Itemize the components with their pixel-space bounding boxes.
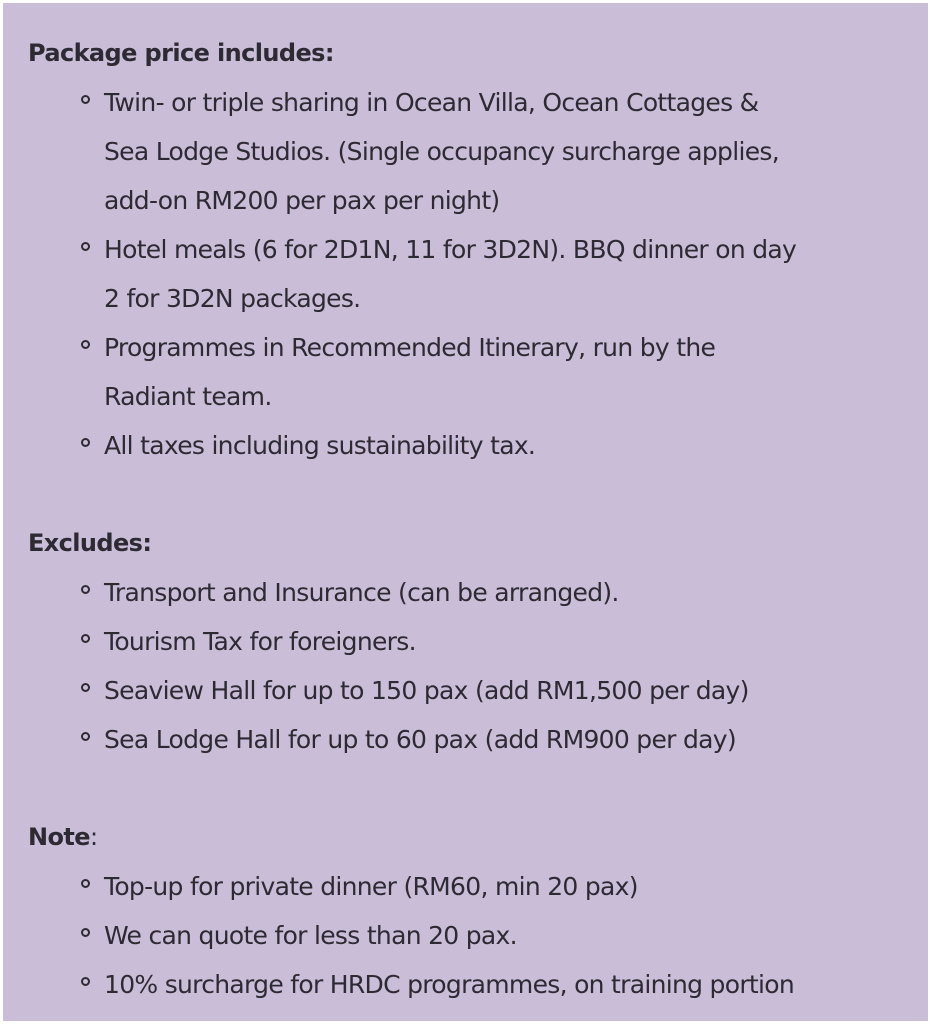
circle-bullet-icon <box>81 732 90 741</box>
note-heading <box>28 813 904 862</box>
list-item <box>81 421 904 470</box>
note-heading-label: Note <box>28 823 90 851</box>
circle-bullet-icon <box>81 977 90 986</box>
list-item-text-line: Twin- or triple sharing in Ocean Villa, Ocean Cottages & <box>104 88 759 117</box>
list-item <box>81 78 904 225</box>
list-item-text-line: Hotel meals (6 for 2D1N, 11 for 3D2N). BBQ dinner on day <box>104 235 797 264</box>
includes-section <box>28 29 904 470</box>
list-item-text: 10% surcharge for HRDC programmes, on training portion <box>104 970 794 999</box>
includes-heading: Package price includes: <box>28 39 334 67</box>
list-item <box>81 862 904 911</box>
note-list <box>28 862 904 1009</box>
list-item-text: Seaview Hall for up to 150 pax (add RM1,500 per day) <box>104 676 749 705</box>
list-item <box>81 617 904 666</box>
list-item-text: Top-up for private dinner (RM60, min 20 pax) <box>104 872 638 901</box>
list-item-text-line: All taxes including sustainability tax. <box>104 431 536 460</box>
list-item-text-line: 2 for 3D2N packages. <box>104 284 361 313</box>
note-heading-colon: : <box>89 823 98 851</box>
excludes-section <box>28 519 904 764</box>
list-item-text-line: add-on RM200 per pax per night) <box>104 186 500 215</box>
circle-bullet-icon <box>81 95 90 104</box>
circle-bullet-icon <box>81 340 90 349</box>
list-item <box>81 666 904 715</box>
circle-bullet-icon <box>81 242 90 251</box>
circle-bullet-icon <box>81 879 90 888</box>
circle-bullet-icon <box>81 683 90 692</box>
list-item <box>81 960 904 1009</box>
list-item <box>81 911 904 960</box>
circle-bullet-icon <box>81 585 90 594</box>
includes-list <box>28 78 904 470</box>
circle-bullet-icon <box>81 438 90 447</box>
list-item-text-line: Programmes in Recommended Itinerary, run by the <box>104 333 716 362</box>
list-item <box>81 568 904 617</box>
package-info-panel <box>3 3 928 1021</box>
list-item-text-line: Radiant team. <box>104 382 272 411</box>
excludes-list <box>28 568 904 764</box>
list-item <box>81 715 904 764</box>
list-item-text-line: Sea Lodge Studios. (Single occupancy surcharge applies, <box>104 137 779 166</box>
list-item <box>81 225 904 323</box>
list-item-text: Transport and Insurance (can be arranged). <box>104 578 619 607</box>
list-item <box>81 323 904 421</box>
list-item-text: Sea Lodge Hall for up to 60 pax (add RM900 per day) <box>104 725 736 754</box>
circle-bullet-icon <box>81 928 90 937</box>
note-section <box>28 813 904 1009</box>
list-item-text: Tourism Tax for foreigners. <box>104 627 416 656</box>
circle-bullet-icon <box>81 634 90 643</box>
excludes-heading: Excludes: <box>28 529 152 557</box>
list-item-text: We can quote for less than 20 pax. <box>104 921 517 950</box>
